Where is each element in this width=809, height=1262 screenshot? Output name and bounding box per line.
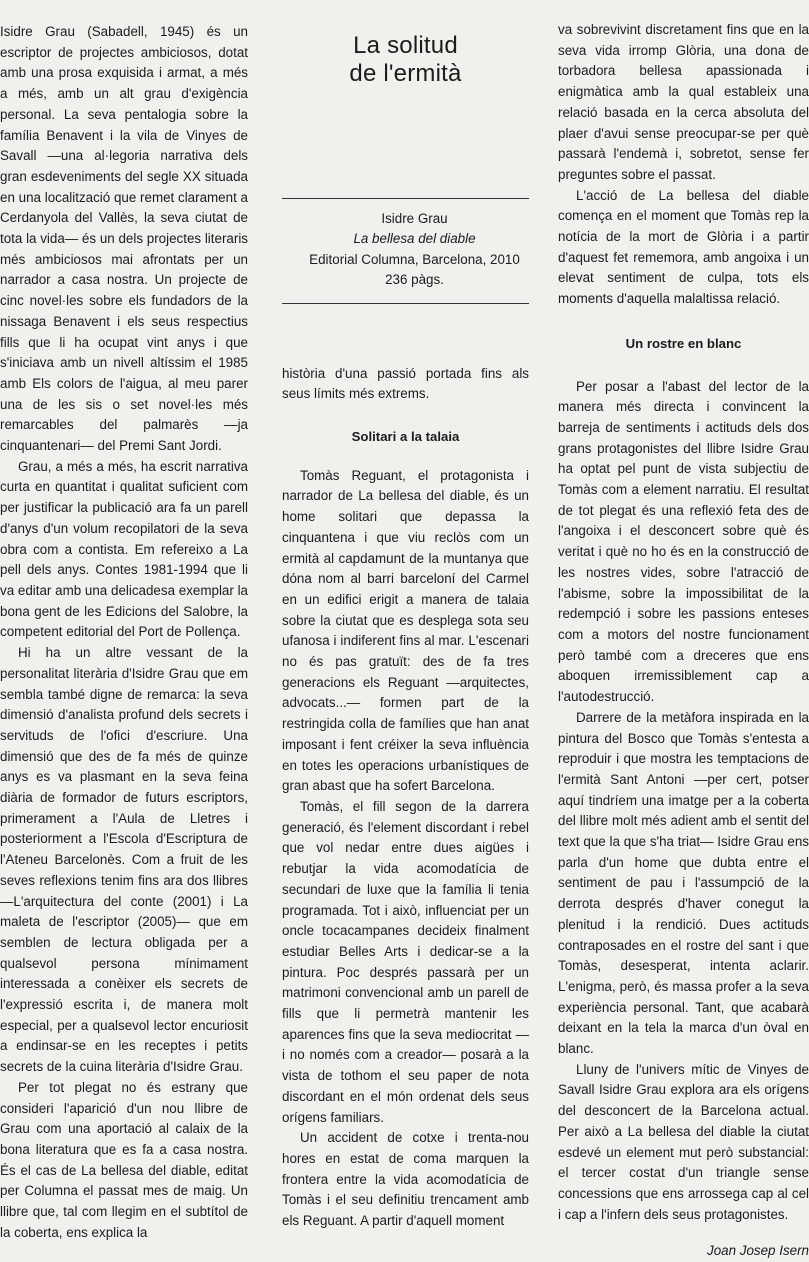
paragraph: Tomàs Reguant, el protagonista i narrador de La bellesa del diable, és un home solitari que depassa la cinquantena i que viu reclòs com un ermità al capdamunt de la muntanya que dóna nom al barri barceloní del Carmel en un edifici erigit a manera de talaia sobre la ciutat que es desplega sota seu ufanosa i indiferent fins al mar. L'escenari no és pas gratuït: des de fa tres generacions els Reguant —arquitectes, advocats...— formen part de la restringida colla de famílies que han anat imposant i fent créixer la seva influència en totes les operacions urbanístiques de gran abast que ha sofert Barcelona.: [282, 467, 529, 794]
title-line-1: La solitud: [353, 32, 458, 59]
article-title: [282, 32, 529, 88]
paragraph: Hi ha un altre vessant de la personalitat literària d'Isidre Grau que em sembla també digne de remarca: la seva dimensió d'analista profund dels secrets i servituds de l'ofici d'escriure. Una dimensió que des de fa més de quinze anys es va plasmant en la seva feina diària de formador de futurs escriptors, primerament a l'Aula de Lletres i posteriorment a l'Escola d'Escriptura de l'Ateneu Barcelonès. Com a fruit de les seves reflexions tenim fins ara dos llibres —L'arquitectura del conte (2001) i La maleta de l'escriptor (2005)— que em semblen de lectura obligada per a qualsevol persona mínimament interessada a conèixer els secrets de l'expressió escrita i, de manera molt especial, per a qualsevol lector encuriosit a endinsar-se en les receptes i petits secrets de la cuina literària d'Isidre Grau.: [0, 645, 248, 1075]
section-heading: Un rostre en blanc: [625, 335, 742, 351]
book-publisher: Editorial Columna, Barcelona, 2010: [309, 251, 520, 267]
paragraph: L'acció de La bellesa del diable comença en el moment que Tomàs rep la notícia de la mort de Glòria i a partir d'aquest fet rememora, amb angoixa i un elevat sentiment de culpa, tots els moments d'aquella malaltissa relació.: [558, 187, 809, 307]
column-right: [558, 0, 809, 1259]
author-signature: Joan Josep Isern: [707, 1243, 809, 1259]
column-middle: [282, 0, 529, 1229]
book-info: [282, 199, 529, 303]
paragraph: Per posar a l'abast del lector de la manera més directa i convincent la barreja de sentiments i actituds dels dos grans protagonistes del llibre Isidre Grau ha optat pel punt de vista subjectiu de Tomàs com a element narratiu. El resultat de tot plegat és una reflexió feta des de l'angoixa i el desconcert sobre què és veritat i què no ho és en la construcció de les nostres vides, sobre l'atracció de l'abisme, sobre la impossibilitat de la redempció i sobre les passions enteses com a motors del nostre funcionament però també com a dreceres que ens aboquen irremissiblement cap a l'autodestrucció.: [558, 378, 809, 705]
paragraph: Grau, a més a més, ha escrit narrativa curta en quantitat i qualitat suficient com per justificar la publicació ara fa un parell d'anys d'un volum recopilatori de la seva obra com a contista. Em refereixo a La pell dels anys. Contes 1981-1994 que li va editar amb una delicadesa exemplar la bona gent de les Edicions del Salobre, la competent editorial del Port de Pollença.: [0, 458, 248, 640]
paragraph: Darrere de la metàfora inspirada en la pintura del Bosco que Tomàs s'entesta a reproduir i que mostra les temptacions de l'ermità Sant Antoni —per cert, potser aquí tindríem una imatge per a la coberta del llibre molt més adient amb el sentit del text que la que s'ha triat— Isidre Grau ens parla d'un home que dubta entre el sentiment de pau i l'assumpció de la derrota després d'haver conegut la plenitud i la rendició. Dues actituds contraposades en el rostre del sant i que Tomàs, desesperat, intenta aclarir. L'enigma, però, és massa profer a la seva experiència personal. Tant, que acabarà deixant en la tela la marca d'un òval en blanc.: [558, 709, 809, 1057]
paragraph: Tomàs, el fill segon de la darrera generació, és l'element discordant i rebel que vol nedar entre dues aigües i rebutjar la vida acomodatícia de secundari de luxe que la família li tenia programada. Tot i això, influenciat per un oncle tocacampanes decideix finalment estudiar Belles Arts i dedicar-se a la pintura. Poc després passarà per un matrimoni convencional amb un parell de fills que li permetrà mantenir les aparences fins que la seva mediocritat —i no només com a creador— posarà a la vista de tothom el seu paper de nota discordant en el món ordenat dels seus orígens familiars.: [282, 798, 529, 1125]
paragraph: Isidre Grau (Sabadell, 1945) és un escriptor de projectes ambiciosos, dotat amb una prosa exquisida i armat, a més a més, amb un alt grau d'exigència personal. La seva pentalogia sobre la família Benavent i la vila de Vinyes de Savall —una al·legoria narrativa dels gran esdeveniments del segle XX situada en una localització que remet clarament a Cerdanyola del Vallès, la seva ciutat de tota la vida— és un dels projectes literaris més ambiciosos mai afrontats per un narrador a casa nostra. Un projecte de cinc novel·les sobre els fundadors de la nissaga Benavent i els seus respectius fills que li ha ocupat vint anys i que s'iniciava amb un nivell altíssim el 1985 amb Els colors de l'aigua, al meu parer una de les sis o set novel·les més remarcables del palmarès —ja cinquantenari— del Premi Sant Jordi.: [0, 24, 248, 454]
paragraph: va sobrevivint discretament fins que en la seva vida irromp Glòria, una dona de torbadora bellesa apassionada i enigmàtica amb la qual estableix una relació basada en la cerca absoluta del plaer d'avui sense preocupar-se per què passarà l'endemà i, sobretot, sense fer preguntes sobre el passat.: [558, 22, 809, 182]
title-line-2: de l'ermità: [349, 60, 462, 87]
book-pages: 236 pàgs.: [385, 272, 444, 288]
paragraph: història d'una passió portada fins als seus límits més extrems.: [282, 365, 529, 402]
book-author: Isidre Grau: [381, 211, 448, 226]
book-title: La bellesa del diable: [353, 231, 476, 247]
column-left: [0, 0, 248, 1240]
section-heading: Solitari a la talaia: [351, 429, 460, 445]
paragraph: Per tot plegat no és estrany que consideri l'aparició d'un nou llibre de Grau com una aportació al calaix de la bona literatura que es fa a casa nostra. És el cas de La bellesa del diable, editat per Columna el passat mes de maig. Un llibre que, tal com llegim en el subtítol de la coberta, ens explica la: [0, 1079, 248, 1240]
paragraph: Lluny de l'univers mític de Vinyes de Savall Isidre Grau explora ara els orígens del desconcert de la Barcelona actual. Per això a La bellesa del diable la ciutat esdevé un element mut però substancial: el tercer costat d'un triangle sense concessions que ens arrossega cap al cel i cap a l'infern dels seus protagonistes.: [558, 1061, 809, 1222]
paragraph: Un accident de cotxe i trenta-nou hores en estat de coma marquen la frontera entre la vida acomodatícia de Tomàs i el seu definitiu trencament amb els Reguant. A partir d'aquell moment: [282, 1130, 529, 1229]
